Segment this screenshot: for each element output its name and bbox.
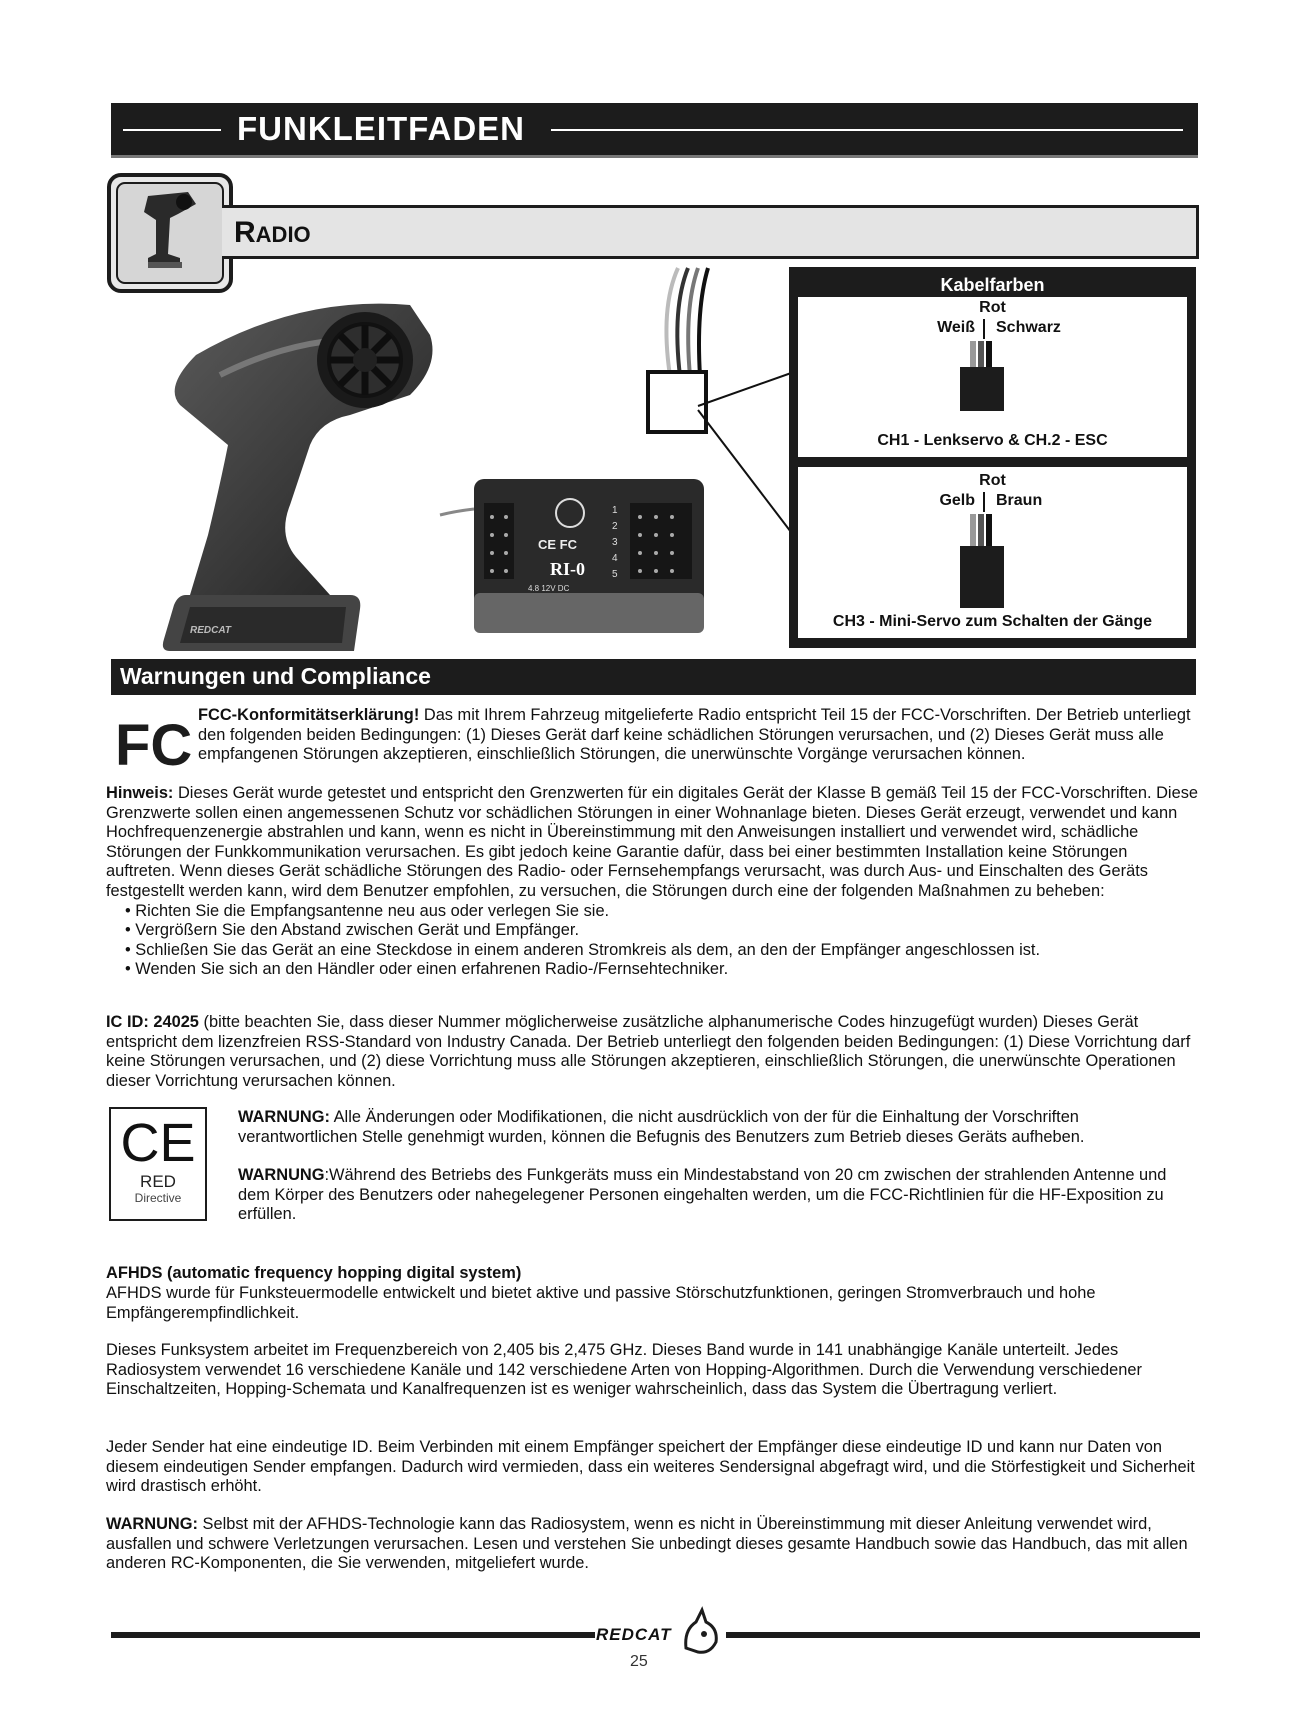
radio-section-bar bbox=[222, 205, 1199, 259]
warning-label: WARNUNG bbox=[238, 1166, 325, 1184]
ce-directive-label: Directive bbox=[134, 1191, 182, 1205]
cable-caption-ch3: CH3 - Mini-Servo zum Schalten der Gänge bbox=[832, 613, 1153, 630]
receiver-channel-label: 3 bbox=[612, 537, 618, 548]
title-rule-left bbox=[123, 129, 221, 131]
warnings-heading-bar bbox=[111, 659, 1196, 695]
wire-label-right: Schwarz bbox=[996, 319, 1061, 336]
receiver-model: RI-0 bbox=[550, 559, 585, 579]
ic-label: IC ID: 24025 bbox=[106, 1013, 199, 1031]
fcc-text: Das mit Ihrem Fahrzeug mitgelieferte Radio entspricht Teil 15 der FCC-Vorschriften. Der Betrieb unterliegt den folgenden beiden Bedingungen: (1) Dieses Gerät darf keine schädlichen Störungen verursachen, und (2) Dieses Gerät muss alle empfangenen Störungen akzeptieren, einschließlich Störungen, die unerwünschte Vorgänge verursachen können. bbox=[198, 706, 1191, 764]
afhds-paragraph-2: Dieses Funksystem arbeitet im Frequenzbereich von 2,405 bis 2,475 GHz. Dieses Band wurde in 141 unabhängige Kanäle unterteilt. Jedes Radiosystem verwendet 16 verschiedene Kanäle und 142 verschiedene Arten von Hopping-Algorithmen. Durch die Verwendung verschiedener Einschaltzeiten, Hopping-Schemata und Kanalfrequenzen ist es weniger wahrscheinlich, dass das System die Übertragung verliert. bbox=[106, 1341, 1142, 1399]
afhds-paragraph-1: AFHDS wurde für Funksteuermodelle entwickelt und bietet aktive und passive Störschutzfunktionen, geringen Stromverbrauch und hohe Empfängerempfindlichkeit. bbox=[106, 1284, 1096, 1322]
title-rule-right bbox=[551, 129, 1183, 131]
wire-label-left: Weiß bbox=[937, 319, 975, 336]
ic-text: (bitte beachten Sie, dass dieser Nummer möglicherweise zusätzliche alphanumerische Codes hinzugefügt wurden) Dieses Gerät entspricht dem lizenzfreien RSS-Standard von Industry Canada. Der Betrieb unterliegt den folgenden beiden Bedingungen: (1) Diese Vorrichtung darf keine Störungen verursachen, und (2) diese Vorrichtung muss alle Störungen akzeptieren, einschließlich Störungen, die unerwünschte Operationen dieser Vorrichtung verursachen können. bbox=[106, 1013, 1191, 1090]
fcc-logo-icon bbox=[113, 711, 193, 778]
receiver-certs: CE FC bbox=[538, 537, 577, 552]
afhds-warning: WARNUNG: Selbst mit der AFHDS-Technologie kann das Radiosystem, wenn es nicht in Übereinstimmung mit dieser Anleitung verwendet wird, ausfallen und schwere Verletzungen verursachen. Lesen und verstehen Sie unbedingt dieses gesamte Handbuch sowie das Handbuch, das mit allen anderen RC-Komponenten, die Sie verwenden, mitgeliefert wurde. bbox=[106, 1515, 1188, 1573]
afhds-paragraph-3: Jeder Sender hat eine eindeutige ID. Beim Verbinden mit einem Empfänger speichert der Empfänger diese eindeutige ID und kann nur Daten von diesem eindeutigen Sender empfangen. Dadurch wird vermieden, dass ein weiteres Sendersignal abgefragt wird, und die Störfestigkeit und Sicherheit wird drastisch erhöht. bbox=[106, 1438, 1195, 1496]
fcc-logo-text: FC bbox=[115, 713, 193, 778]
list-item: • Richten Sie die Empfangsantenne neu aus oder verlegen Sie sie. bbox=[125, 902, 1198, 922]
footer-rule-right bbox=[726, 1632, 1200, 1638]
receiver-image bbox=[440, 473, 710, 641]
transmitter-brand: REDCAT bbox=[190, 625, 231, 636]
cable-colors-panel bbox=[789, 267, 1196, 648]
cable-box-ch1-ch2 bbox=[798, 273, 1187, 457]
wire-label-left: Gelb bbox=[939, 492, 975, 509]
fcc-declaration bbox=[198, 706, 1195, 765]
transmitter-icon bbox=[118, 184, 214, 274]
receiver-channel-label: 1 bbox=[612, 505, 618, 516]
title-banner bbox=[111, 103, 1198, 158]
list-item: • Vergrößern Sie den Abstand zwischen Gerät und Empfänger. bbox=[125, 921, 1198, 941]
cable-box-ch3 bbox=[798, 467, 1187, 638]
connector-ch3-icon bbox=[950, 490, 1020, 612]
page-number: 25 bbox=[630, 1653, 648, 1670]
warning-label: WARNUNG: bbox=[238, 1108, 330, 1126]
wire-label-right: Braun bbox=[996, 492, 1043, 509]
notice-paragraph bbox=[106, 784, 1198, 980]
redcat-cat-icon bbox=[680, 1608, 722, 1656]
radio-section-icon bbox=[107, 173, 233, 293]
radio-section-title: RADIO bbox=[234, 216, 311, 249]
receiver-channel-label: 5 bbox=[612, 569, 618, 580]
list-item: • Wenden Sie sich an den Händler oder einen erfahrenen Radio-/Fernsehtechniker. bbox=[125, 960, 1198, 980]
page-title: FUNKLEITFADEN bbox=[237, 110, 525, 147]
connector-ch1-icon bbox=[950, 317, 1020, 413]
ce-red-badge bbox=[109, 1107, 207, 1221]
receiver-voltage: 4.8 12V DC bbox=[528, 584, 570, 593]
footer-rule-left bbox=[111, 1632, 595, 1638]
list-item: • Schließen Sie das Gerät an eine Steckdose in einem anderen Stromkreis als dem, an den der Empfänger angeschlossen ist. bbox=[125, 941, 1198, 961]
ic-paragraph bbox=[106, 1013, 1198, 1091]
ce-red-label: RED bbox=[140, 1172, 176, 1191]
cable-caption-ch1: CH1 - Lenkservo & CH.2 - ESC bbox=[877, 432, 1108, 449]
receiver-channel-label: 2 bbox=[612, 521, 618, 532]
notice-label: Hinweis: bbox=[106, 784, 174, 802]
redcat-logo: REDCAT bbox=[596, 1625, 672, 1644]
transmitter-image bbox=[150, 295, 470, 655]
wire-label-top: Rot bbox=[979, 299, 1006, 316]
ce-mark: CE bbox=[120, 1113, 196, 1173]
cable-panel-title: Kabelfarben bbox=[798, 273, 1187, 297]
notice-text: Dieses Gerät wurde getestet und entspricht den Grenzwerten für ein digitales Gerät der Klasse B gemäß Teil 15 der FCC-Vorschriften. Diese Grenzwerte sollen einen angemessenen Schutz vor schädlichen Störungen in einer Wohnanlage bieten. Dieses Gerät erzeugt, verwendet und kann Hochfrequenzenergie abstrahlen und kann, wenn es nicht in Übereinstimmung mit den Anweisungen installiert und verwendet wird, schädliche Störungen der Funkkommunikation verursachen. Es gibt jedoch keine Garantie dafür, dass bei einer bestimmten Installation keine Störungen auftreten. Wenn dieses Gerät schädliche Störungen des Radio- oder Fernsehempfangs verursacht, was durch Aus- und Einschalten des Geräts festgestellt werden kann, wird dem Benutzer empfohlen, zu versuchen, die Störungen durch eine der folgenden Maßnahmen zu beheben: bbox=[106, 784, 1199, 900]
ce-warning-2: WARNUNG:Während des Betriebs des Funkgeräts muss ein Mindestabstand von 20 cm zwischen der strahlenden Antenne und dem Körper des Benutzers oder nahegelegener Personen eingehalten werden, um die FCC-Richtlinien für die HF-Exposition zu erfüllen. bbox=[238, 1166, 1167, 1224]
ce-warning-1: WARNUNG: Alle Änderungen oder Modifikationen, die nicht ausdrücklich von der für die Einhaltung der Vorschriften verantwortlichen Stelle genehmigt wurden, können die Befugnis des Benutzers zum Betrieb dieses Geräts aufheben. bbox=[238, 1108, 1085, 1146]
wire-label-top: Rot bbox=[979, 472, 1006, 489]
receiver-channel-label: 4 bbox=[612, 553, 618, 564]
fcc-title: FCC-Konformitätserklärung! bbox=[198, 706, 420, 724]
notice-bullets bbox=[125, 902, 1198, 980]
warning-label: WARNUNG: bbox=[106, 1515, 198, 1533]
afhds-title: AFHDS (automatic frequency hopping digital system) bbox=[106, 1264, 522, 1282]
warnings-heading: Warnungen und Compliance bbox=[120, 663, 431, 689]
